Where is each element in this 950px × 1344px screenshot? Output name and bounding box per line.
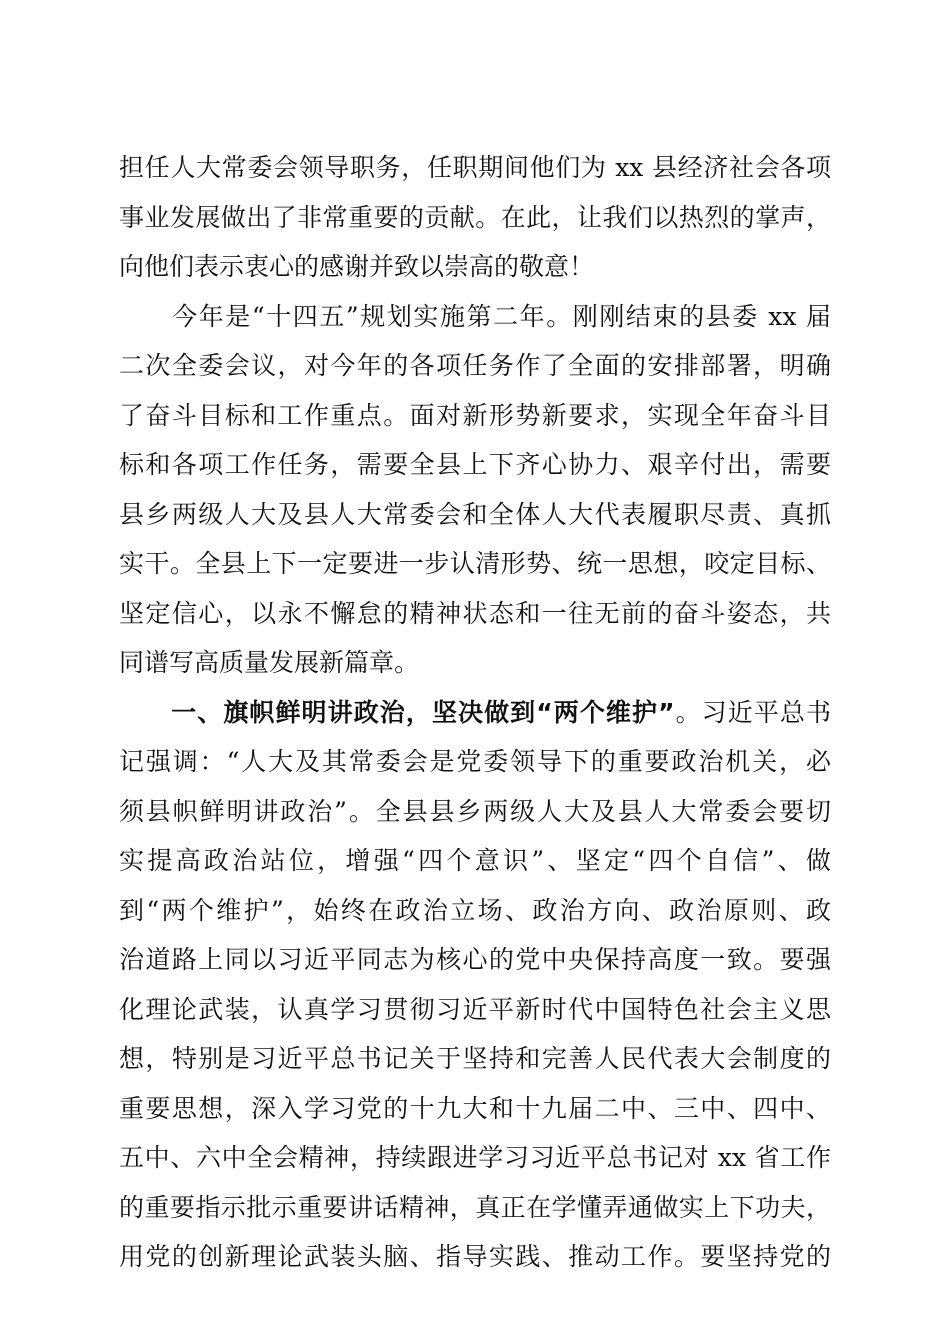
text-line: 县乡两级人大及县人大常委会和全体人大代表履职尽责、真抓	[119, 499, 831, 529]
text-line: 的重要指示批示重要讲话精神，真正在学懂弄通做实上下功夫，	[119, 1192, 831, 1222]
text-line: 二次全委会议，对今年的各项任务作了全面的安排部署，明确	[119, 351, 831, 380]
text-line: 事业发展做出了非常重要的贡献。在此，让我们以热烈的掌声，	[119, 202, 831, 232]
text-line: 担任人大常委会领导职务，任职期间他们为 xx 县经济社会各项	[119, 153, 831, 182]
text-line: 治道路上同以习近平同志为核心的党中央保持高度一致。要强	[119, 945, 831, 974]
paragraph-this-year	[119, 292, 831, 688]
paragraph-closing-thanks	[119, 143, 831, 292]
text-line: 用党的创新理论武装头脑、指导实践、推动工作。要坚持党的	[119, 1242, 831, 1271]
text-line: 记强调：“人大及其常委会是党委领导下的重要政治机关，必	[119, 747, 831, 776]
text-line: 须县帜鲜明讲政治”。全县县乡两级人大及县人大常委会要切	[119, 796, 831, 826]
text-line: 标和各项工作任务，需要全县上下齐心协力、艰辛付出，需要	[119, 450, 831, 479]
text-line: 同谱写高质量发展新篇章。	[119, 648, 420, 677]
section-heading-continuation: 。习近平总书	[674, 697, 831, 727]
text-line: 想，特别是习近平总书记关于坚持和完善人民代表大会制度的	[119, 1044, 831, 1073]
section-heading-line	[119, 688, 831, 738]
text-line: 了奋斗目标和工作重点。面对新形势新要求，实现全年奋斗目	[119, 400, 831, 430]
text-line: 重要思想，深入学习党的十九大和十九届二中、三中、四中、	[119, 1093, 831, 1123]
text-line: 实干。全县上下一定要进一步认清形势、统一思想，咬定目标、	[119, 549, 831, 578]
paragraph-section-one	[119, 688, 831, 1282]
text-line: 五中、六中全会精神，持续跟进学习习近平总书记对 xx 省工作	[119, 1143, 831, 1172]
section-heading: 一、旗帜鲜明讲政治，坚决做到“两个维护”	[119, 697, 675, 727]
text-line: 向他们表示衷心的感谢并致以崇高的敬意！	[119, 252, 595, 281]
text-line: 坚定信心，以永不懈怠的精神状态和一往无前的奋斗姿态，共	[119, 598, 831, 628]
document-body	[119, 143, 831, 1282]
text-line: 到“两个维护”，始终在政治立场、政治方向、政治原则、政	[119, 895, 831, 925]
text-line: 化理论武装，认真学习贯彻习近平新时代中国特色社会主义思	[119, 994, 831, 1024]
text-line: 实提高政治站位，增强“四个意识”、坚定“四个自信”、做	[119, 846, 831, 875]
text-line: 今年是“十四五”规划实施第二年。刚刚结束的县委 xx 届	[119, 301, 831, 331]
